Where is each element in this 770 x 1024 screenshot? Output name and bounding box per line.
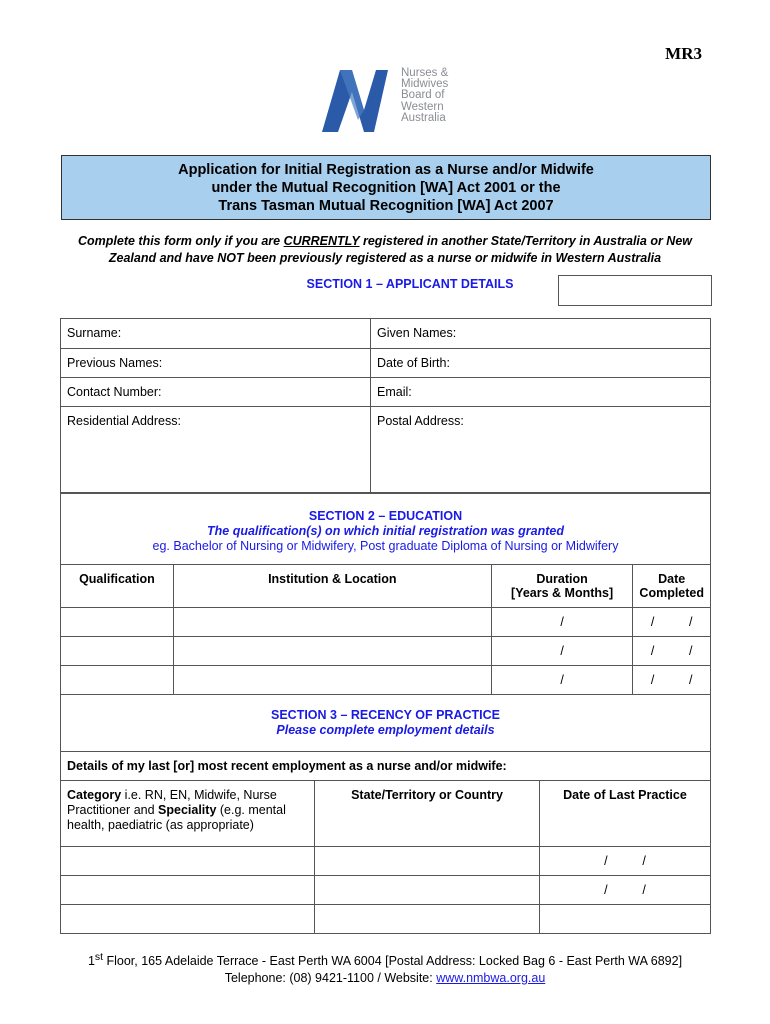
institution-cell[interactable] xyxy=(173,637,491,666)
footer-contact: Telephone: (08) 9421-1100 / Website: www.nmbwa.org.au xyxy=(224,971,546,986)
section-2-example: eg. Bachelor of Nursing or Midwifery, Post graduate Diploma of Nursing or Midwifery xyxy=(152,538,619,553)
state-cell[interactable] xyxy=(315,876,540,905)
state-cell[interactable] xyxy=(315,847,540,876)
currently-emphasis: CURRENTLY xyxy=(283,234,360,248)
office-use-box[interactable] xyxy=(558,275,712,306)
surname-field[interactable]: Surname: xyxy=(61,319,371,349)
postal-address-field[interactable]: Postal Address: xyxy=(371,407,711,493)
duration-cell[interactable]: / xyxy=(491,666,633,695)
institution-header: Institution & Location xyxy=(173,565,491,608)
qualification-header: Qualification xyxy=(61,565,174,608)
qualification-cell[interactable] xyxy=(61,666,174,695)
education-row xyxy=(61,666,711,695)
board-logo xyxy=(318,62,458,138)
date-completed-cell[interactable]: / / xyxy=(633,637,711,666)
email-field[interactable]: Email: xyxy=(371,378,711,407)
category-cell[interactable] xyxy=(61,847,315,876)
employment-row xyxy=(61,905,711,934)
title-line-1: Application for Initial Registration as a Nurse and/or Midwife xyxy=(178,161,594,178)
category-cell[interactable] xyxy=(61,876,315,905)
date-completed-cell[interactable]: / / xyxy=(633,666,711,695)
residential-address-field[interactable]: Residential Address: xyxy=(61,407,371,493)
footer xyxy=(40,949,730,987)
institution-cell[interactable] xyxy=(173,608,491,637)
duration-cell[interactable]: / xyxy=(491,637,633,666)
qualification-cell[interactable] xyxy=(61,637,174,666)
section-1-heading: SECTION 1 – APPLICANT DETAILS xyxy=(306,277,514,291)
recency-table xyxy=(60,694,711,934)
institution-cell[interactable] xyxy=(173,666,491,695)
employment-row xyxy=(61,847,711,876)
website-link[interactable]: www.nmbwa.org.au xyxy=(436,971,546,986)
date-last-practice-header: Date of Last Practice xyxy=(540,781,711,847)
section-2-heading: SECTION 2 – EDUCATION xyxy=(308,508,463,523)
date-of-birth-field[interactable]: Date of Birth: xyxy=(371,349,711,378)
state-header: State/Territory or Country xyxy=(315,781,540,847)
section-3-subheading: Please complete employment details xyxy=(276,723,495,737)
footer-address: 1st Floor, 165 Adelaide Terrace - East Perth WA 6004 [Postal Address: Locked Bag 6 - East Perth WA 6892] xyxy=(87,952,683,969)
employment-details-label: Details of my last [or] most recent employment as a nurse and/or midwife: xyxy=(61,752,711,781)
date-last-practice-cell[interactable] xyxy=(540,905,711,934)
date-last-practice-cell[interactable]: / / xyxy=(540,876,711,905)
eligibility-note: Complete this form only if you are CURRENTLY registered in another State/Territory in Australia or New Zealand and have NOT been previously registered as a nurse or midwife in Western Australia xyxy=(77,234,693,265)
section-2-header xyxy=(61,494,711,565)
education-row xyxy=(61,608,711,637)
previous-names-field[interactable]: Previous Names: xyxy=(61,349,371,378)
contact-number-field[interactable]: Contact Number: xyxy=(61,378,371,407)
category-cell[interactable] xyxy=(61,905,315,934)
date-completed-cell[interactable]: / / xyxy=(633,608,711,637)
section-3-heading: SECTION 3 – RECENCY OF PRACTICE xyxy=(271,708,500,722)
duration-cell[interactable]: / xyxy=(491,608,633,637)
board-logo-text: Nurses & Midwives Board of Western Australia xyxy=(401,67,449,124)
title-line-3: Trans Tasman Mutual Recognition [WA] Act 2007 xyxy=(218,197,554,214)
education-table xyxy=(60,493,711,695)
date-completed-header: Date Completed xyxy=(633,565,711,608)
employment-row xyxy=(61,876,711,905)
education-row xyxy=(61,637,711,666)
title-line-2: under the Mutual Recognition [WA] Act 2001 or the xyxy=(211,179,561,196)
category-header: Category i.e. RN, EN, Midwife, Nurse Practitioner and Speciality (e.g. mental health, paediatric (as appropriate) xyxy=(61,781,315,847)
form-code: MR3 xyxy=(665,44,702,63)
form-title xyxy=(61,155,711,220)
applicant-details-table xyxy=(60,318,711,493)
given-names-field[interactable]: Given Names: xyxy=(371,319,711,349)
section-2-subheading: The qualification(s) on which initial registration was granted xyxy=(207,523,564,538)
date-last-practice-cell[interactable]: / / xyxy=(540,847,711,876)
state-cell[interactable] xyxy=(315,905,540,934)
board-logo-mark xyxy=(318,62,398,138)
section-3-header xyxy=(61,695,711,752)
qualification-cell[interactable] xyxy=(61,608,174,637)
duration-header: Duration [Years & Months] xyxy=(491,565,633,608)
